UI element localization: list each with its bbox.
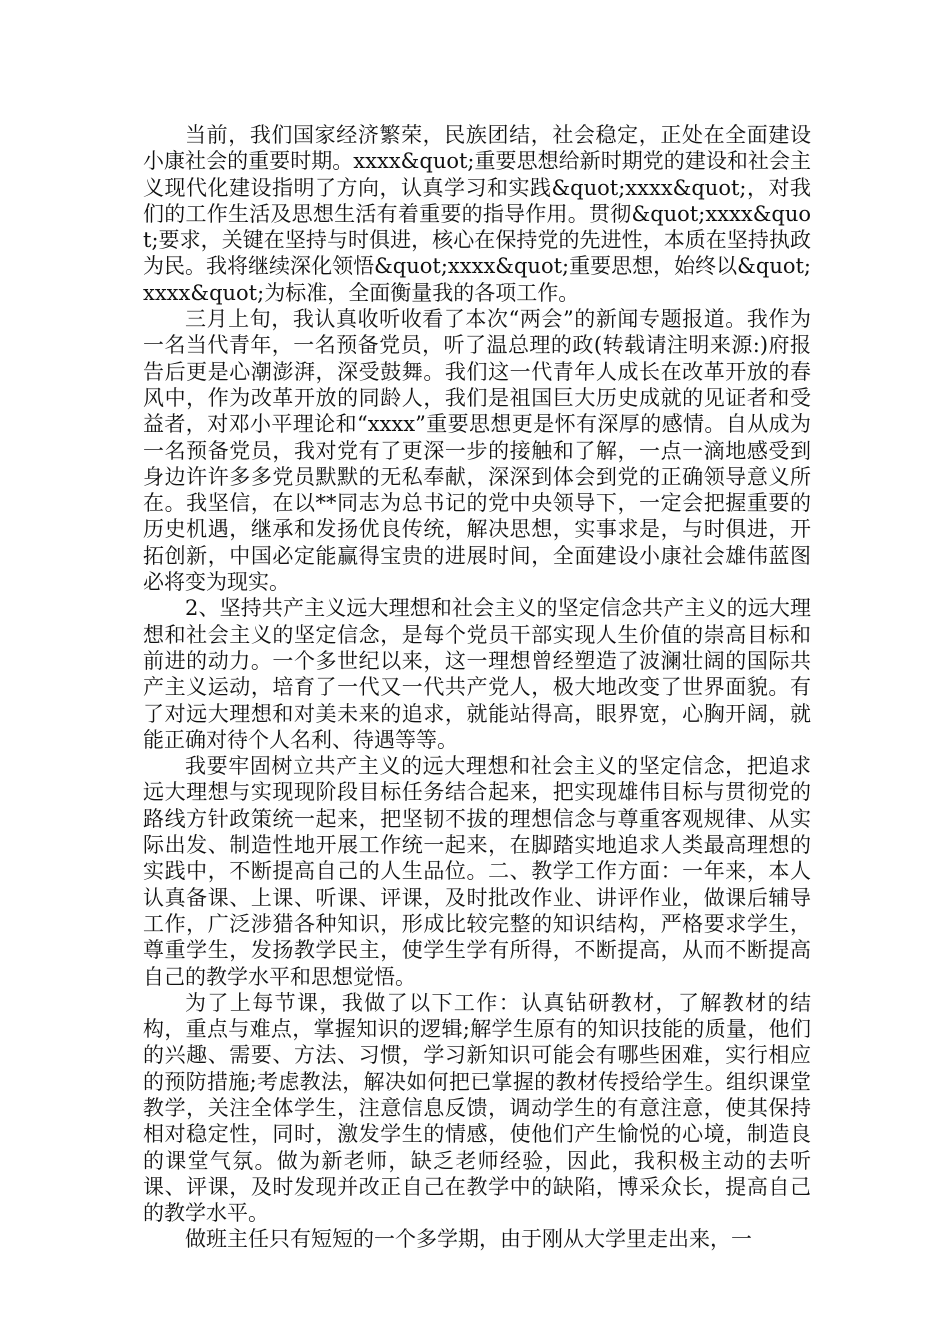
paragraph-2: 三月上旬，我认真收听收看了本次“两会”的新闻专题报道。我作为一名当代青年，一名预备党员，听了温总理的政(转载请注明来源:)府报告后更是心潮澎湃，深受鼓舞。我们这一代青年人成长在改革开放的春风中，作为改革开放的同龄人，我们是祖国巨大历史成就的见证者和受益者，对邓小平理论和“xxxx”重要思想更是怀有深厚的感情。自从成为一名预备党员，我对党有了更深一步的接触和了解，一点一滴地感受到身边许许多多党员默默的无私奉献，深深到体会到党的正确领导意义所在。我坚信，在以**同志为总书记的党中央领导下，一定会把握重要的历史机遇，继承和发扬优良传统，解决思想，实事求是，与时俱进，开拓创新，中国必定能赢得宝贵的进展时间，全面建设小康社会雄伟蓝图必将变为现实。: [143, 307, 811, 595]
paragraph-1: 当前，我们国家经济繁荣，民族团结，社会稳定，正处在全面建设小康社会的重要时期。xxxx&quot;重要思想给新时期党的建设和社会主义现代化建设指明了方向，认真学习和实践&quot;xxxx&quot;，对我们的工作生活及思想生活有着重要的指导作用。贯彻&quot;xxxx&quot;要求，关键在坚持与时俱进，核心在保持党的先进性，本质在坚持执政为民。我将继续深化领悟&quot;xxxx&quot;重要思想，始终以&quot;xxxx&quot;为标准，全面衡量我的各项工作。: [143, 123, 811, 305]
paragraph-6: 做班主任只有短短的一个多学期，由于刚从大学里走出来，一: [185, 1227, 752, 1252]
document-body: [143, 122, 811, 1253]
paragraph-3: 2、坚持共产主义远大理想和社会主义的坚定信念共产主义的远大理想和社会主义的坚定信念，是每个党员干部实现人生价值的崇高目标和前进的动力。一个多世纪以来，这一理想曾经塑造了波澜壮阔的国际共产主义运动，培育了一代又一代共产党人，极大地改变了世界面貌。有了对远大理想和对美未来的追求，就能站得高，眼界宽，心胸开阔，就能正确对待个人名利、待遇等等。: [143, 596, 811, 752]
paragraph-4: 我要牢固树立共产主义的远大理想和社会主义的坚定信念，把追求远大理想与实现现阶段目标任务结合起来，把实现雄伟目标与贯彻党的路线方针政策统一起来，把坚韧不拔的理想信念与尊重客观规律、从实际出发、制造性地开展工作统一起来，在脚踏实地追求人类最高理想的实践中，不断提高自己的人生品位。二、教学工作方面：一年来，本人认真备课、上课、听课、评课，及时批改作业、讲评作业，做课后辅导工作，广泛涉猎各种知识，形成比较完整的知识结构，严格要求学生，尊重学生，发扬教学民主，使学生学有所得，不断提高，从而不断提高自己的教学水平和思想觉悟。: [143, 754, 811, 989]
paragraph-5: 为了上每节课，我做了以下工作：认真钻研教材，了解教材的结构，重点与难点，掌握知识的逻辑;解学生原有的知识技能的质量，他们的兴趣、需要、方法、习惯，学习新知识可能会有哪些困难，实行相应的预防措施;考虑教法，解决如何把已掌握的教材传授给学生。组织课堂教学，关注全体学生，注意信息反馈，调动学生的有意注意，使其保持相对稳定性，同时，激发学生的情感，使他们产生愉悦的心境，制造良的课堂气氛。做为新老师，缺乏老师经验，因此，我积极主动的去听课、评课，及时发现并改正自己在教学中的缺陷，博采众长，提高自己的教学水平。: [143, 990, 811, 1226]
